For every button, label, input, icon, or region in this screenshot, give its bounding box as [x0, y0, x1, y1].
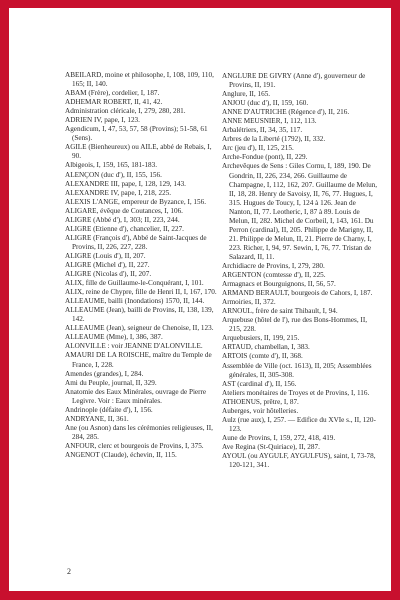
index-entry: ALIGRE (Abbé d'), I, 303; II, 223, 244.: [65, 215, 180, 224]
index-entry: ALEXANDRE IV, pape, I, 218, 225.: [65, 188, 172, 197]
index-entry: Anglure, II, 165.: [222, 90, 271, 99]
index-entry: ALONVILLE : voir JEANNE D'ALONVILLE.: [65, 342, 203, 351]
index-entry: ALIX, reine de Chypre, fille de Henri II, I, 167, 170.: [65, 288, 217, 297]
index-entry: Archevêques de Sens : Giles Cornu, I, 189, 190. De Gondrin, II, 226, 234, 266. Guillaume de Champagne, I, 112, 162, 207. Guillaume de Melun, II, 18, 28. Henry de Savoisy, II, 76, 77. Hugues, I, 315. Hugues de Toucy, I, 124 à 126. Jean de Nanton, II, 77. Leotheric, I, 87 à 89. Louis de Melun, II, 282. Michel de Corbeil, I, 143, 161. Du Perron (cardinal), II, 205. Philippe de Marigny, II, 21. Philippe de Melun, II, 21. Pierre de Charny, I, 223. Richer, I, 94, 97. Sewin, I, 76, 77. Tristan de Salazard, II, 11.: [222, 162, 378, 261]
index-entry: Aune de Provins, I, 159, 272, 418, 419.: [222, 433, 336, 442]
index-entry: ANJOU (duc d'), II, 159, 160.: [222, 99, 309, 108]
index-entry: ALIGRE (Etienne d'), chancelier, II, 227.: [65, 224, 184, 233]
index-entry: ANDRYANE, II, 361.: [65, 414, 129, 423]
index-entry: Ateliers monétaires de Troyes et de Provins, I, 116.: [222, 388, 370, 397]
page-number: 2: [67, 567, 71, 576]
index-page: [9, 8, 391, 591]
index-entry: Archidiacre de Provins, I, 279, 280.: [222, 261, 325, 270]
index-entry: ALEXIS L'ANGE, empereur de Byzance, I, 156.: [65, 197, 207, 206]
index-entry: Amendes (grandes), I, 284.: [65, 369, 144, 378]
index-entry: ALENÇON (duc d'), II, 155, 156.: [65, 170, 162, 179]
index-column-right: [222, 72, 378, 470]
index-entry: Aulz (rue aux), I, 257. — Edifice du XVIe s., II, 120-123.: [222, 415, 376, 433]
index-entry: Arquebusiers, II, 199, 215.: [222, 334, 300, 343]
index-entry: ABAM (Frère), cordelier, I, 187.: [65, 89, 160, 98]
index-entry: ALIGRE (Louis d'), II, 207.: [65, 251, 146, 260]
index-entry: Ane (ou Asnon) dans les cérémonies religieuses, II, 284, 285.: [65, 423, 213, 441]
index-entry: ANGLURE DE GIVRY (Anne d'), gouverneur de Provins, II, 191.: [222, 72, 366, 90]
index-entry: ALIGRE (Michel d'), II, 227.: [65, 260, 150, 269]
index-entry: ATHOENUS, prêtre, I, 87.: [222, 397, 299, 406]
index-entry: ALEXANDRE III, pape, I, 128, 129, 143.: [65, 179, 186, 188]
index-entry: ARGENTON (comtesse d'), II, 225.: [222, 271, 326, 280]
index-entry: AMAURI DE LA ROISCHE, maître du Temple de France, I, 228.: [65, 351, 212, 369]
index-entry: Administration cléricale, I, 279, 280, 281.: [65, 107, 186, 116]
index-entry: Auberges, voir hôtelleries.: [222, 406, 299, 415]
index-entry: Arc (jeu d'), II, 125, 215.: [222, 144, 294, 153]
index-entry: ANFOUR, clerc et bourgeois de Provins, I, 375.: [65, 441, 204, 450]
index-entry: Anatomie des Eaux Minérales, ouvrage de Pierre Legivre. Voir : Eaux minérales.: [65, 387, 207, 405]
index-entry: ALLEAUME (Jean), seigneur de Chenoise, II, 123.: [65, 324, 214, 333]
index-entry: ANGENOT (Claude), échevin, II, 115.: [65, 450, 177, 459]
index-entry: ADRIEN IV, pape, I, 123.: [65, 116, 140, 125]
index-entry: ANNE MEUSNIER, I, 112, 113.: [222, 117, 317, 126]
index-entry: ALLEAUME (Jean), bailli de Provins, II, 138, 139, 142.: [65, 306, 214, 324]
index-entry: ARTAUD, chambellan, I, 383.: [222, 343, 310, 352]
index-entry: ALIX, fille de Guillaume-le-Conquérant, I, 101.: [65, 279, 204, 288]
index-entry: ADHEMAR ROBERT, II, 41, 42.: [65, 98, 163, 107]
index-entry: ARMAND BERAULT, bourgeois de Cahors, I, 187.: [222, 289, 373, 298]
index-entry: Arche-Fondue (pont), II, 229.: [222, 153, 308, 162]
index-entry: Armagnacs et Bourguignons, II, 56, 57.: [222, 280, 336, 289]
index-entry: Ami du Peuple, journal, II, 329.: [65, 378, 157, 387]
index-entry: ALIGARE, évêque de Coutances, I, 106.: [65, 206, 183, 215]
index-entry: Armoiries, II, 372.: [222, 298, 276, 307]
index-entry: ALLEAUME, bailli (Inondations) 1570, II, 144.: [65, 297, 205, 306]
index-entry: Arquebuse (hôtel de l'), rue des Bons-Hommes, II, 215, 228.: [222, 316, 368, 334]
index-entry: Arbres de la Liberté (1792), II, 332.: [222, 135, 326, 144]
index-entry: Albigeois, I, 159, 165, 181-183.: [65, 161, 158, 170]
index-entry: ALIGRE (Nicolas d'), II, 207.: [65, 270, 152, 279]
index-entry: Assemblée de Ville (oct. 1613), II, 205; Assemblées générales, II, 305-308.: [222, 361, 372, 379]
index-entry: ALIGRE (François d'), Abbé de Saint-Jacques de Provins, II, 226, 227, 228.: [65, 233, 207, 251]
index-entry: AST (cardinal d'), II, 156.: [222, 379, 297, 388]
index-entry: ARNOUL, frère de saint Thibault, I, 94.: [222, 307, 338, 316]
index-entry: ALLEAUME (Mme), I, 386, 387.: [65, 333, 163, 342]
index-entry: Ave Regina (St-Quiriace), II, 287.: [222, 442, 320, 451]
index-entry: ANNE D'AUTRICHE (Régence d'), II, 216.: [222, 108, 350, 117]
index-column-left: [65, 71, 218, 460]
index-entry: ARTOIS (comte d'), II, 368.: [222, 352, 303, 361]
index-entry: ABEILARD, moine et philosophe, I, 108, 109, 110, 165; II, 140.: [65, 71, 214, 89]
index-entry: Agendicum, I, 47, 53, 57, 58 (Provins); 51-58, 61 (Sens).: [65, 125, 208, 143]
index-entry: Arbalétriers, II, 34, 35, 117.: [222, 126, 303, 135]
index-entry: Andrinople (défaite d'), I, 156.: [65, 405, 153, 414]
index-entry: AGILE (Bienheureux) ou AILE, abbé de Rebais, I, 90.: [65, 143, 212, 161]
index-entry: AYOUL (ou AYGULF, AYGULFUS), saint, I, 73-78, 120-121, 341.: [222, 451, 376, 470]
